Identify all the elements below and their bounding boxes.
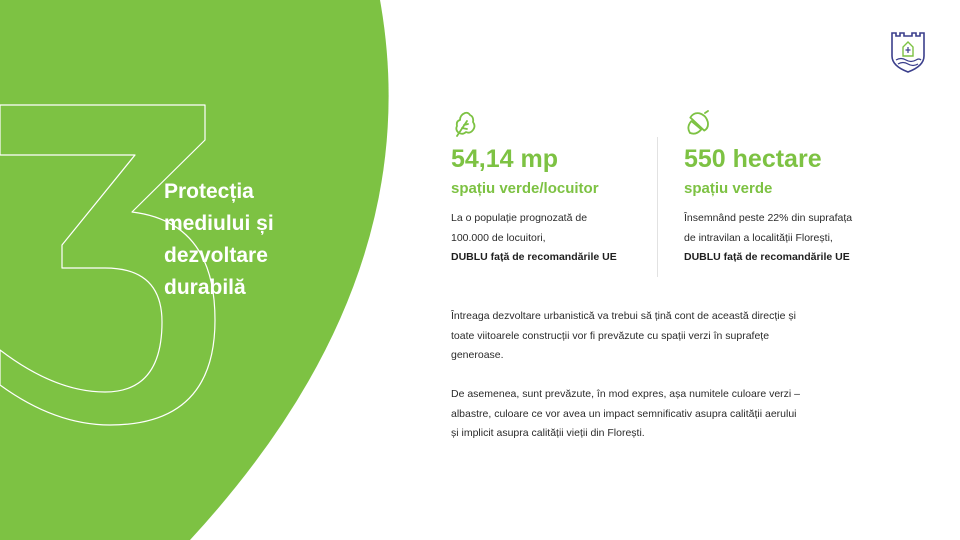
stat-emphasis: DUBLU față de recomandările UE	[451, 251, 617, 263]
leaf-icon	[451, 110, 479, 138]
stat-green-space-per-resident	[451, 110, 651, 268]
body-line: De asemenea, sunt prevăzute, în mod expres, așa numitele culoare verzi –	[451, 388, 801, 400]
stat-unit: spațiu verde/locuitor	[451, 180, 599, 197]
stat-description-line: de intravilan a localității Florești,	[684, 231, 833, 244]
stat-description	[451, 209, 651, 268]
body-line: generoase.	[451, 349, 504, 361]
body-line: toate viitoarele construcții vor fi prevăzute cu spații verzi în suprafețe	[451, 329, 770, 342]
body-paragraph	[451, 385, 871, 444]
stat-green-space-hectares	[684, 110, 904, 268]
body-paragraph	[451, 307, 871, 366]
section-title	[164, 176, 344, 304]
stat-description-line: La o populație prognozată de	[451, 212, 588, 224]
body-line: albastre, culoare ce vor avea un impact semnificativ asupra calității aerului	[451, 407, 797, 420]
stat-value: 550 hectare	[684, 145, 822, 173]
stat-emphasis: DUBLU față de recomandările UE	[684, 251, 850, 263]
city-coat-of-arms-icon	[889, 30, 927, 74]
body-line: Întreaga dezvoltare urbanistică va trebui să țină cont de această direcție și	[451, 310, 796, 322]
stat-value: 54,14 mp	[451, 145, 559, 173]
section-title-line: Protecția	[164, 180, 254, 203]
stat-description	[684, 209, 904, 268]
section-title-line: dezvoltare	[164, 244, 268, 267]
body-text	[451, 307, 871, 444]
acorn-icon	[684, 110, 712, 138]
section-title-line: durabilă	[164, 276, 246, 299]
section-title-line: mediului și	[164, 212, 274, 235]
stat-unit: spațiu verde	[684, 180, 773, 197]
column-divider	[657, 137, 658, 277]
stat-description-line: Însemnând peste 22% din suprafața	[684, 212, 853, 224]
stat-description-line: 100.000 de locuitori,	[451, 231, 546, 244]
body-line: și implicit asupra calității vieții din Florești.	[451, 427, 645, 439]
